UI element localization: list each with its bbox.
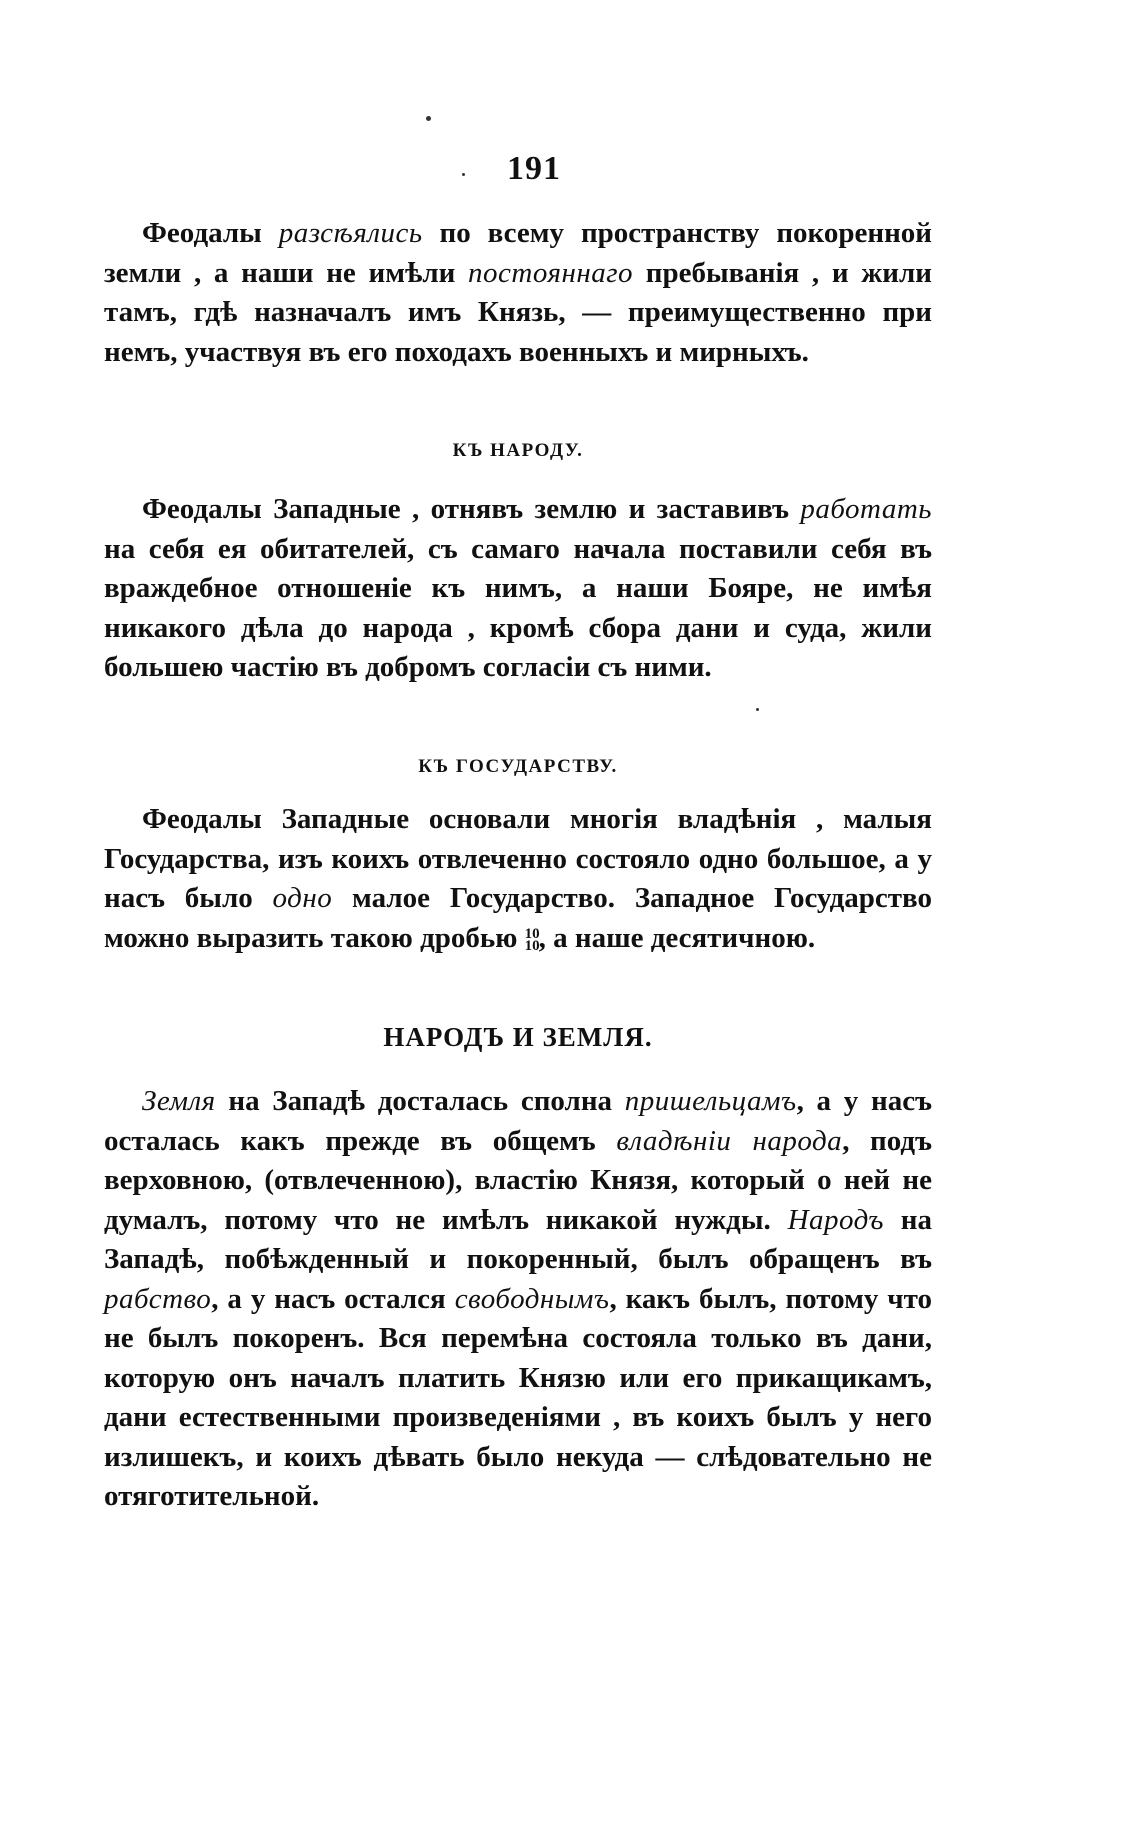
p3-text: малое Государство. Западное Государство можно выразить такою дробью — [104, 882, 932, 954]
section-heading-people: КЪ НАРОДУ. — [452, 440, 584, 461]
p2-text: Феодалы Западные , отнявъ землю и заставивъ — [142, 493, 801, 525]
p4-text: на Западѣ, побѣжденный и покоренный, былъ обращенъ въ — [104, 1203, 932, 1275]
p3-italic-1: одно — [272, 882, 333, 914]
print-speck — [756, 708, 759, 711]
print-speck — [426, 116, 431, 121]
section-heading-state: КЪ ГОСУДАРСТВУ. — [418, 756, 618, 777]
p4-italic-3: владѣніи народа — [616, 1124, 843, 1157]
p4-italic-6: свободнымъ — [454, 1282, 610, 1315]
p1-text: Феодалы — [142, 217, 279, 249]
p4-italic-5: рабство — [104, 1282, 212, 1315]
page-number: 191 — [507, 150, 561, 187]
paragraph-1 — [104, 214, 932, 372]
p4-text: , а у насъ осталась какъ прежде въ общемъ — [104, 1085, 932, 1157]
paragraph-2 — [104, 490, 932, 688]
p4-italic-1: Земля — [142, 1085, 216, 1117]
p1-text: по всему пространству покоренной земли , а наши не имѣли — [104, 217, 933, 289]
section-heading-people-and-land: НАРОДЪ И ЗЕМЛЯ. — [383, 1022, 653, 1052]
fraction-numerator: 10 — [524, 925, 540, 942]
p2-italic-1: работать — [800, 493, 932, 525]
p4-text: , а у насъ остался — [211, 1282, 455, 1315]
p1-italic-1: разсѣялись — [278, 217, 423, 249]
p4-text: на Западѣ досталась сполна — [215, 1085, 625, 1117]
fraction — [524, 925, 540, 954]
p2-text: на себя ея обитателей, съ самаго начала поставили себя въ враждебное отношеніе къ нимъ, а наши Бояре, не имѣя никакого дѣла до народа , кромѣ сбора дани и суда, жили большею частію въ добромъ согласіи съ ними. — [104, 532, 932, 683]
p3-text: Феодалы Западные основали многія владѣнія , малыя Государства, изъ коихъ отвлеченно состояло одно большое, а у насъ было — [104, 803, 932, 914]
paragraph-3 — [104, 800, 932, 958]
fraction-denominator: 10 — [524, 937, 540, 954]
p4-text: , какъ былъ, потому что не былъ покоренъ. Вся перемѣна состояла только въ дани, которую онъ началъ платить Князю или его прикащикамъ, дани естественными произведеніями , въ коихъ былъ у него излишекъ, и коихъ дѣвать было некуда — слѣдовательно не отяготительной. — [104, 1282, 932, 1512]
p1-text: пребыванія , и жили тамъ, гдѣ назначалъ имъ Князь, — преимущественно при немъ, участвуя въ его походахъ военныхъ и мирныхъ. — [104, 256, 932, 368]
paragraph-4 — [104, 1082, 932, 1517]
p4-text: , подъ верховною, (отвлеченною), властію Князя, который о ней не думалъ, потому что не имѣлъ никакой нужды. — [104, 1124, 933, 1236]
p3-text: , а наше десятичною. — [538, 921, 816, 954]
p4-italic-2: пришельцамъ — [624, 1085, 797, 1117]
p1-italic-2: постояннаго — [468, 256, 634, 289]
p4-italic-4: Народъ — [787, 1203, 884, 1236]
